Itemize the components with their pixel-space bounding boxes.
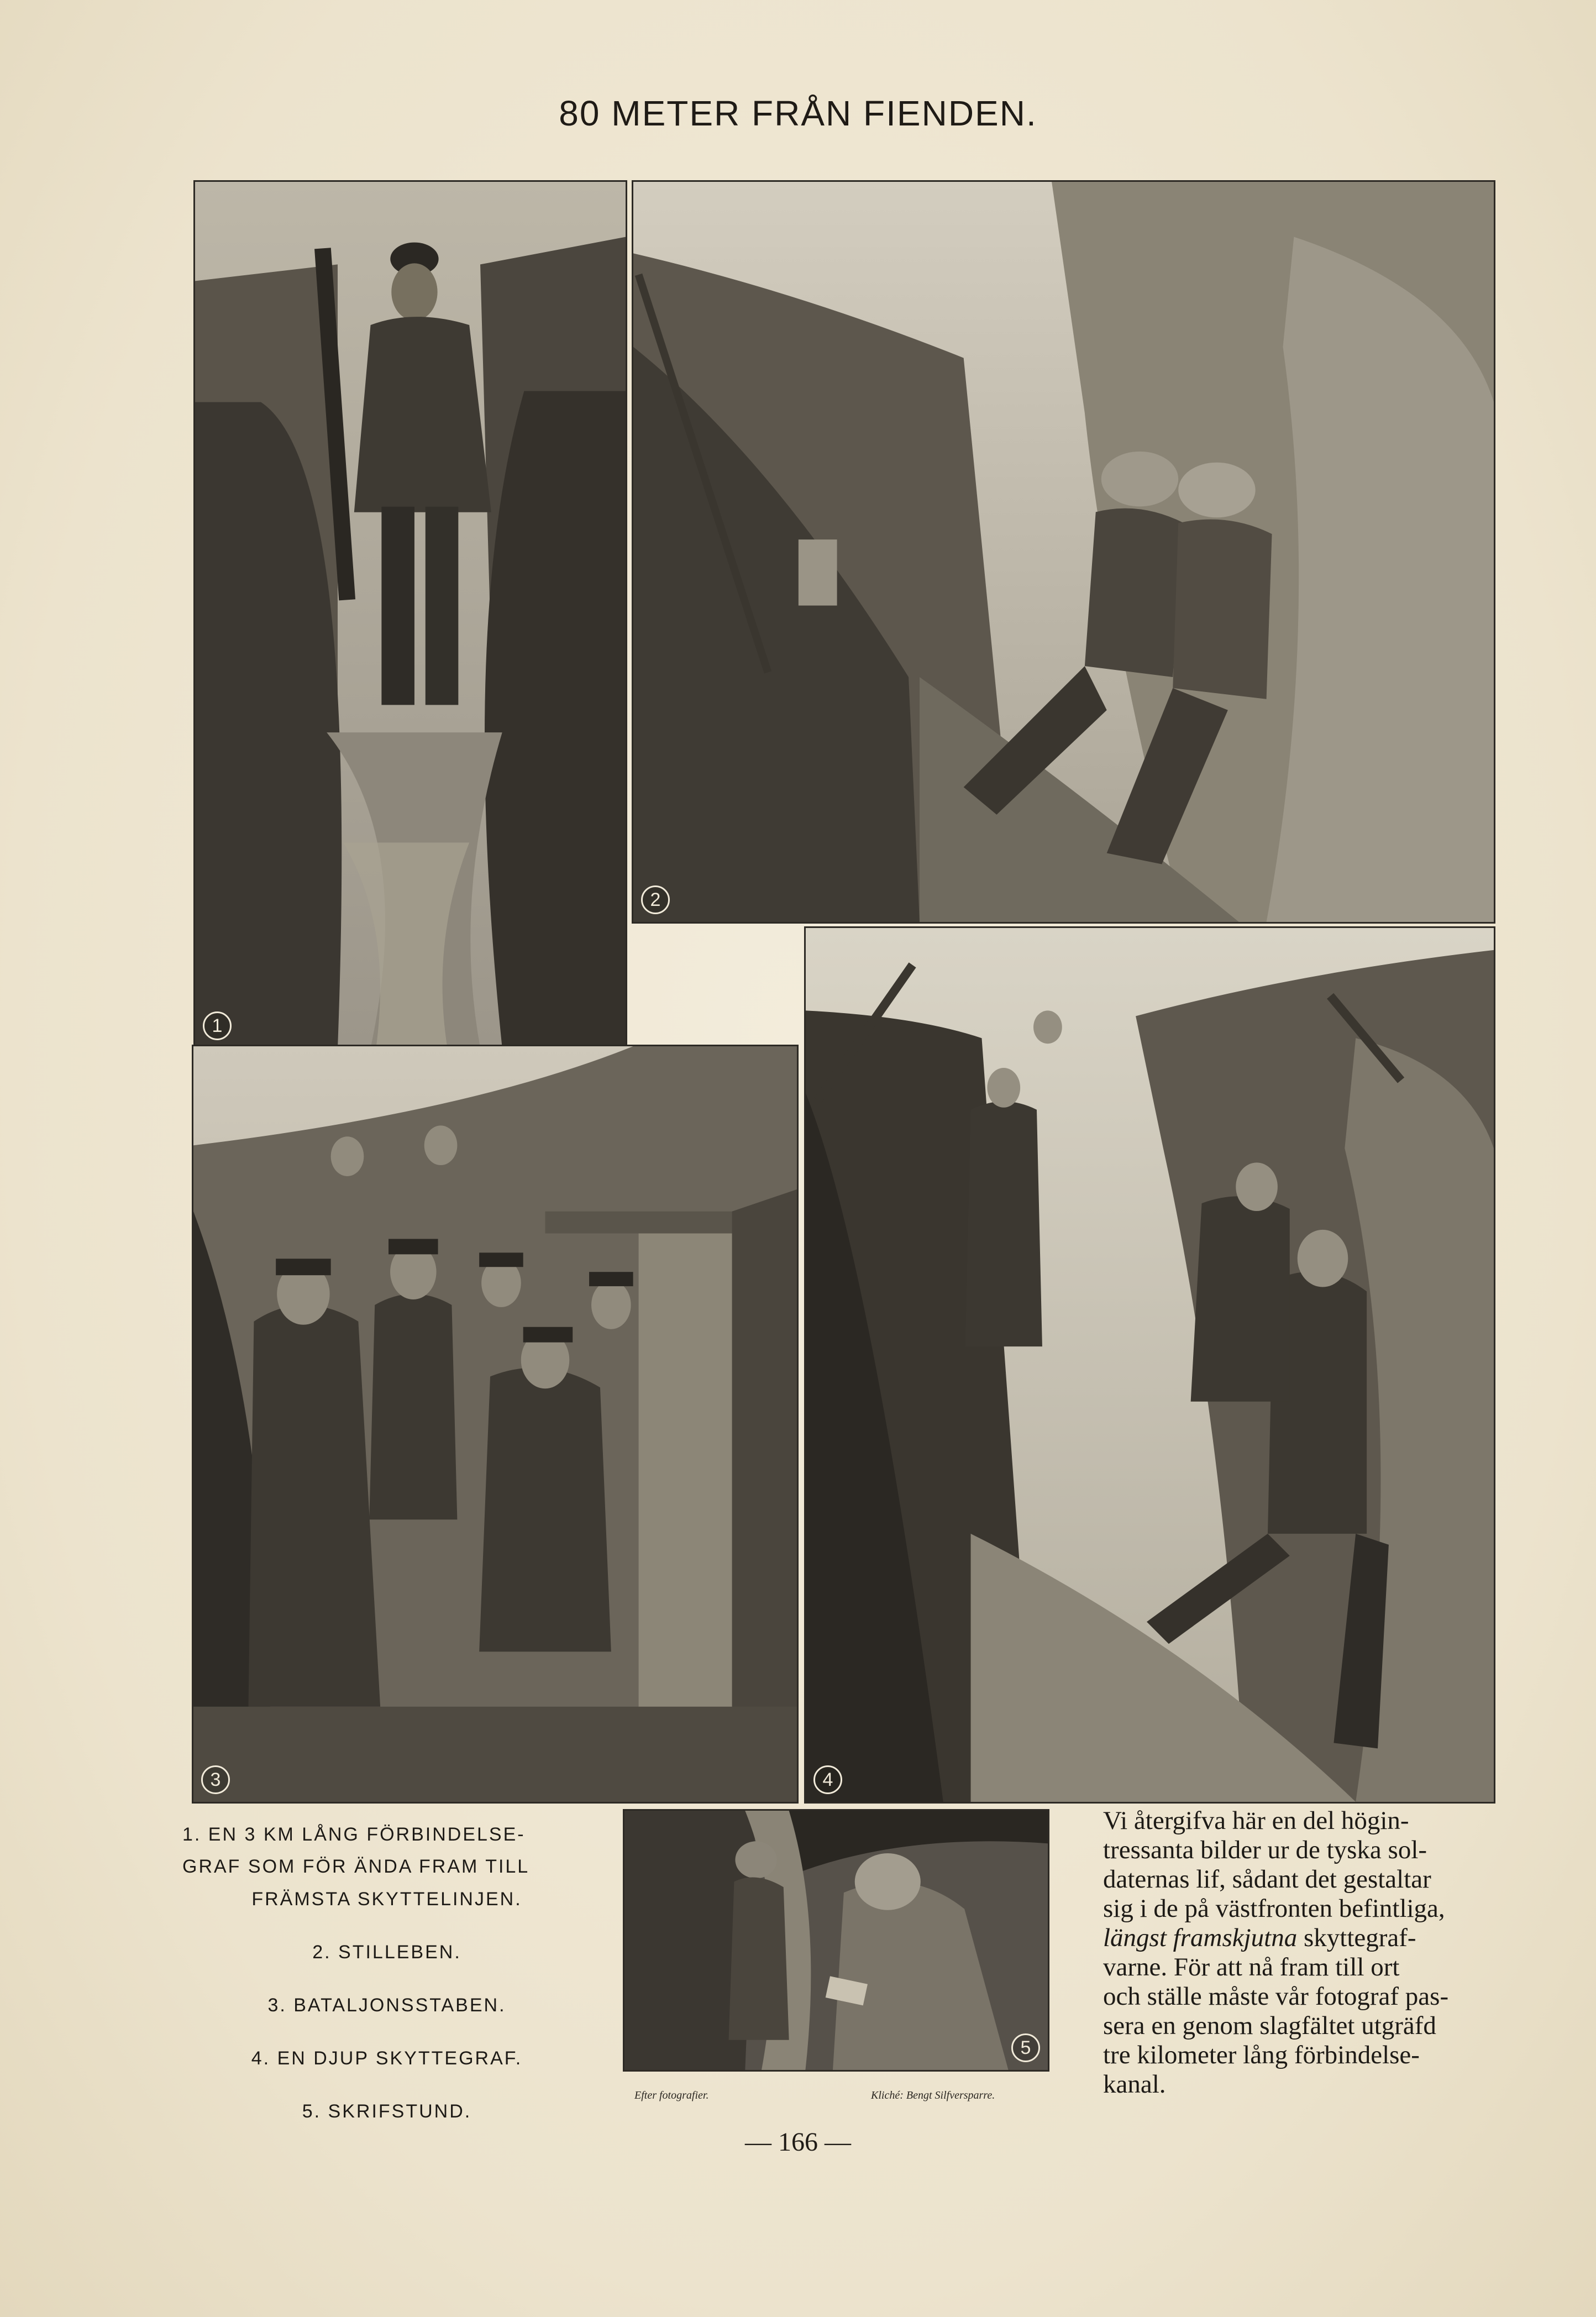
engraving-credit: Kliché: Bengt Silfversparre. [871, 2089, 995, 2101]
photo-2 [632, 180, 1495, 924]
photo-2-number-badge: 2 [641, 885, 670, 914]
caption-4: 4. EN DJUP SKYTTEGRAF. [251, 2048, 523, 2069]
side-text-line: varne. För att nå fram till ort [1103, 1953, 1400, 1981]
side-text-line-rest: skyttegraf- [1297, 1923, 1416, 1952]
photo-5-number-badge: 5 [1011, 2033, 1040, 2062]
side-text-emphasis: längst framskjutna [1103, 1923, 1298, 1952]
photo-3-image [193, 1046, 797, 1802]
caption-1-line-2: GRAF SOM FÖR ÄNDA FRAM TILL [182, 1856, 530, 1877]
side-text-line: sig i de på västfronten befintliga, [1103, 1894, 1445, 1923]
photo-2-image [633, 182, 1494, 922]
photo-captions [182, 1818, 591, 2128]
side-text-line: Vi återgifva här en del högin- [1103, 1806, 1409, 1835]
page-title: 80 METER FRÅN FIENDEN. [559, 93, 1037, 133]
side-text-line: sera en genom slagfältet utgräfd [1103, 2011, 1436, 2040]
side-text [1103, 1806, 1501, 2099]
photo-4 [804, 926, 1495, 1804]
side-text-line: tressanta bilder ur de tyska sol- [1103, 1836, 1427, 1864]
photo-5-image [624, 1811, 1048, 2070]
photo-1-number-badge: 1 [203, 1011, 232, 1040]
photo-1 [193, 180, 627, 1050]
side-text-line: tre kilometer lång förbindelse- [1103, 2041, 1420, 2069]
photo-credit: Efter fotografier. [634, 2089, 709, 2101]
side-text-line: kanal. [1103, 2070, 1166, 2099]
side-text-line [1103, 1923, 1501, 1953]
caption-1-line-3: FRÄMSTA SKYTTELINJEN. [251, 1889, 522, 1910]
photo-4-image [806, 928, 1494, 1802]
side-text-line: daternas lif, sådant det gestaltar [1103, 1865, 1431, 1894]
caption-5: 5. SKRIFSTUND. [302, 2101, 472, 2122]
photo-3-number-badge: 3 [201, 1765, 230, 1794]
photo-1-image [195, 182, 626, 1048]
photo-4-number-badge: 4 [813, 1765, 842, 1794]
photo-5 [623, 1809, 1049, 2072]
side-text-line: och ställe måste vår fotograf pas- [1103, 1982, 1449, 2011]
caption-2: 2. STILLEBEN. [312, 1942, 461, 1963]
page-number: — 166 — [745, 2127, 851, 2157]
photo-3 [192, 1045, 799, 1804]
caption-3: 3. BATALJONSSTABEN. [267, 1995, 506, 2016]
caption-1-line-1: 1. EN 3 KM LÅNG FÖRBINDELSE- [182, 1824, 526, 1845]
